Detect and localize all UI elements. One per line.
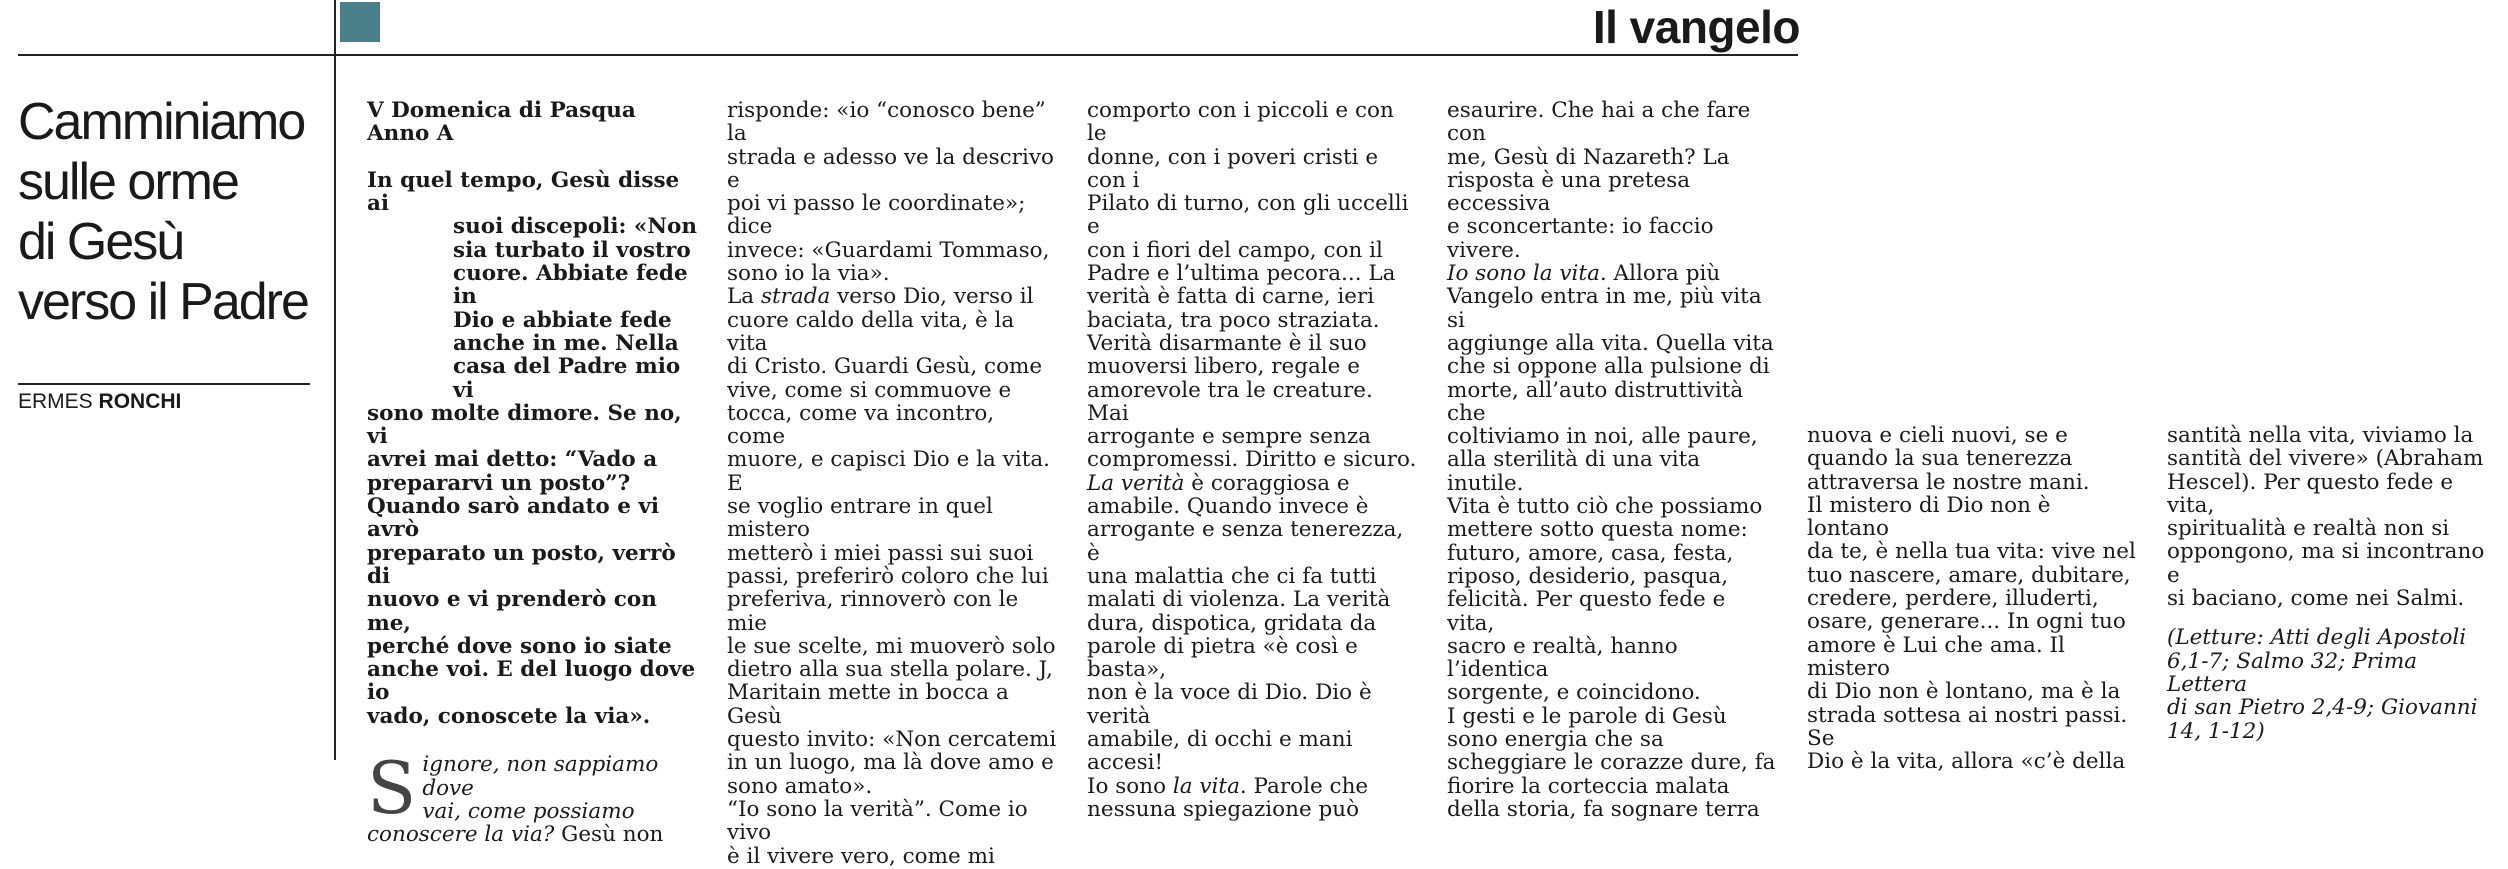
article-column-2: [727, 99, 1057, 868]
body-line: malati di violenza. La verità: [1087, 587, 1391, 613]
body-line: Hescel). Per questo fede e vita,: [2167, 469, 2454, 518]
body-line: muore, e capisci Dio e la vita. E: [727, 447, 1050, 496]
body-line: futuro, amore, casa, festa,: [1447, 540, 1734, 566]
sidebar-divider: [334, 0, 336, 760]
commentary-line: vai, come possiamo: [422, 798, 635, 824]
body-text: verso Dio, verso il: [830, 284, 1034, 310]
commentary-line: Gesù non: [554, 822, 664, 848]
liturgy-day: V Domenica di Pasqua: [367, 98, 636, 123]
body-line: si baciano, come nei Salmi.: [2167, 586, 2465, 612]
body-line: strada sottesa ai nostri passi. Se: [1807, 702, 2128, 751]
body-line: sono amato».: [727, 773, 873, 799]
headline: [18, 92, 318, 332]
body-line: riposo, desiderio, pasqua,: [1447, 563, 1729, 589]
body-line: parole di pietra «è così e basta»,: [1087, 633, 1358, 683]
body-line: arrogante e sempre senza: [1087, 424, 1371, 450]
body-line: alla sterilità di una vita inutile.: [1447, 447, 1701, 496]
body-line: sono io la via».: [727, 261, 890, 287]
body-line: che si oppone alla pulsione di: [1447, 354, 1770, 380]
gospel-line: anche in me. Nella: [453, 330, 679, 356]
body-emphasis: Io sono la vita: [1447, 261, 1600, 287]
author-last-name: RONCHI: [98, 390, 182, 413]
body-line: metterò i miei passi sui suoi: [727, 540, 1034, 566]
body-line: una malattia che ci fa tutti: [1087, 563, 1377, 589]
body-line: amorevole tra le creature. Mai: [1087, 377, 1373, 426]
body-line: felicità. Per questo fede e vita,: [1447, 587, 1726, 636]
commentary-opening: [367, 746, 703, 848]
body-text: . Allora più: [1599, 261, 1721, 287]
body-line: amabile. Quando invece è: [1087, 494, 1369, 520]
readings-line: di san Pietro 2,4-9; Giovanni: [2167, 695, 2478, 721]
readings-line: 14, 1-12): [2167, 718, 2265, 744]
body-line: tuo nascere, amare, dubitare,: [1807, 562, 2131, 588]
commentary-line: ignore, non sappiamo dove: [422, 752, 659, 801]
body-line: muoversi libero, regale e: [1087, 354, 1360, 380]
body-line: baciata, tra poco straziata.: [1087, 307, 1380, 333]
commentary-line: conoscere la via?: [367, 822, 555, 848]
gospel-line: nuovo e vi prenderò con me,: [367, 587, 657, 636]
body-text: La: [727, 284, 761, 310]
body-line: donne, con i poveri cristi e con i: [1087, 144, 1379, 193]
gospel-line: perché dove sono io siate: [367, 633, 672, 659]
body-line: è il vivere vero, come mi: [727, 843, 995, 869]
liturgy-year: Anno A: [367, 121, 454, 147]
readings-line: 6,1-7; Salmo 32; Prima Lettera: [2167, 648, 2418, 697]
body-line: amabile, di occhi e mani accesi!: [1087, 727, 1353, 776]
body-line: le sue scelte, mi muoverò solo: [727, 633, 1056, 659]
body-line: compromessi. Diritto e sicuro.: [1087, 447, 1417, 473]
body-line: poi vi passo le coordinate»; dice: [727, 191, 1026, 240]
gospel-line: prepararvi un posto”?: [367, 470, 631, 496]
body-line: passi, preferirò coloro che lui: [727, 563, 1049, 589]
article-column-1: [367, 99, 703, 847]
headline-line: sulle orme: [18, 153, 238, 211]
gospel-line: avrei mai detto: “Vado a: [367, 447, 658, 473]
body-line: sacro e realtà, hanno l’identica: [1447, 633, 1678, 683]
body-line: aggiunge alla vita. Quella vita: [1447, 330, 1774, 356]
body-line: vive, come si commuove e: [727, 377, 1012, 403]
body-line: Dio è la vita, allora «c’è della: [1807, 749, 2126, 775]
body-line: osare, generare... In ogni tuo: [1807, 609, 2126, 635]
body-line: con i fiori del campo, con il: [1087, 237, 1383, 263]
body-line: preferiva, rinnoverò con le mie: [727, 587, 1019, 636]
body-line: Il mistero di Dio non è lontano: [1807, 492, 2051, 542]
headline-line: verso il Padre: [18, 273, 308, 331]
gospel-line: suoi discepoli: «Non: [453, 214, 697, 240]
body-line: Padre e l’ultima pecora... La: [1087, 261, 1396, 287]
gospel-line: cuore. Abbiate fede in: [453, 261, 688, 310]
body-line: dietro alla sua stella polare. J,: [727, 657, 1053, 683]
body-line: santità nella vita, viviamo la: [2167, 423, 2474, 448]
gospel-line: Quando sarò andato e vi avrò: [367, 494, 660, 543]
body-line: in un luogo, ma là dove amo e: [727, 750, 1054, 776]
author-byline: [18, 390, 181, 414]
body-line: oppongono, ma si incontrano e: [2167, 539, 2485, 588]
body-line: esaurire. Che hai a che fare con: [1447, 98, 1751, 147]
body-emphasis: la vita: [1172, 773, 1240, 799]
top-rule: [18, 54, 1798, 56]
article-column-3: [1087, 99, 1417, 821]
gospel-line: Dio e abbiate fede: [453, 307, 672, 333]
article-column-4: [1447, 99, 1777, 821]
body-line: questo invito: «Non cercatemi: [727, 727, 1057, 753]
body-line: di Dio non è lontano, ma è la: [1807, 679, 2121, 705]
body-line: fiorire la corteccia malata: [1447, 773, 1730, 799]
body-line: quando la sua tenerezza: [1807, 446, 2073, 472]
body-line: e sconcertante: io faccio vivere.: [1447, 214, 1714, 263]
body-line: Pilato di turno, con gli uccelli e: [1087, 191, 1409, 240]
author-first-name: ERMES: [18, 390, 93, 413]
gospel-line: casa del Padre mio vi: [453, 354, 681, 403]
headline-line: Camminiamo: [18, 93, 305, 151]
body-line: non è la voce di Dio. Dio è verità: [1087, 680, 1372, 729]
body-line: comporto con i piccoli e con le: [1087, 98, 1394, 147]
drop-cap: S: [367, 746, 417, 831]
body-line: credere, perdere, illuderti,: [1807, 586, 2099, 612]
gospel-line: preparato un posto, verrò di: [367, 540, 676, 589]
body-line: scheggiare le corazze dure, fa: [1447, 750, 1776, 776]
body-line: I gesti e le parole di Gesù: [1447, 703, 1727, 729]
body-line: spiritualità e realtà non si: [2167, 516, 2450, 542]
headline-line: di Gesù: [18, 213, 184, 271]
body-line: me, Gesù di Nazareth? La: [1447, 144, 1730, 170]
section-title: Il vangelo: [1592, 1, 1800, 53]
gospel-line: sono molte dimore. Se no, vi: [367, 400, 682, 450]
body-line: da te, è nella tua vita: vive nel: [1807, 539, 2136, 565]
body-emphasis: La verità: [1087, 470, 1185, 496]
gospel-line: sia turbato il vostro: [453, 237, 691, 263]
body-line: Verità disarmante è il suo: [1087, 330, 1367, 356]
body-line: Vangelo entra in me, più vita si: [1447, 284, 1762, 333]
body-text: è coraggiosa e: [1184, 470, 1350, 496]
body-line: se voglio entrare in quel mistero: [727, 494, 993, 543]
gospel-line: In quel tempo, Gesù disse ai: [367, 167, 680, 217]
body-line: Maritain mette in bocca a Gesù: [727, 680, 1009, 729]
body-line: dura, dispotica, gridata da: [1087, 610, 1377, 636]
gospel-line: vado, conoscete la via».: [367, 703, 651, 729]
body-line: cuore caldo della vita, è la vita: [727, 307, 1015, 356]
body-line: invece: «Guardami Tommaso,: [727, 237, 1050, 263]
body-line: della storia, fa sognare terra: [1447, 796, 1760, 822]
body-line: mettere sotto questa nome:: [1447, 517, 1748, 543]
body-line: verità è fatta di carne, ieri: [1087, 284, 1375, 310]
author-rule: [18, 383, 310, 385]
article-column-6: [2167, 424, 2497, 743]
body-text: . Parole che: [1239, 773, 1369, 799]
body-line: arrogante e senza tenerezza, è: [1087, 517, 1404, 566]
body-line: “Io sono la verità”. Come io vivo: [727, 796, 1028, 846]
body-line: risposta è una pretesa eccessiva: [1447, 167, 1691, 217]
body-line: di Cristo. Guardi Gesù, come: [727, 354, 1043, 380]
body-line: sorgente, e coincidono.: [1447, 680, 1701, 706]
gospel-line: anche voi. E del luogo dove io: [367, 657, 696, 706]
body-line: santità del vivere» (Abraham: [2167, 446, 2484, 472]
body-emphasis: strada: [760, 284, 831, 310]
body-line: attraversa le nostre mani.: [1807, 469, 2090, 495]
body-line: tocca, come va incontro, come: [727, 400, 995, 450]
body-text: Io sono: [1087, 773, 1173, 799]
body-line: nessuna spiegazione può: [1087, 796, 1360, 822]
readings-line: (Letture: Atti degli Apostoli: [2167, 625, 2467, 651]
article-column-5: [1807, 424, 2137, 773]
section-accent-square: [340, 2, 380, 42]
body-line: nuova e cieli nuovi, se e: [1807, 423, 2068, 448]
body-line: coltiviamo in noi, alle paure,: [1447, 424, 1758, 450]
body-line: amore è Lui che ama. Il mistero: [1807, 632, 2065, 681]
body-line: sono energia che sa: [1447, 727, 1664, 753]
body-line: Vita è tutto ciò che possiamo: [1447, 494, 1763, 520]
body-line: strada e adesso ve la descrivo e: [727, 144, 1054, 193]
body-line: risponde: «io “conosco bene” la: [727, 98, 1046, 147]
body-line: morte, all’auto distruttività che: [1447, 377, 1744, 426]
